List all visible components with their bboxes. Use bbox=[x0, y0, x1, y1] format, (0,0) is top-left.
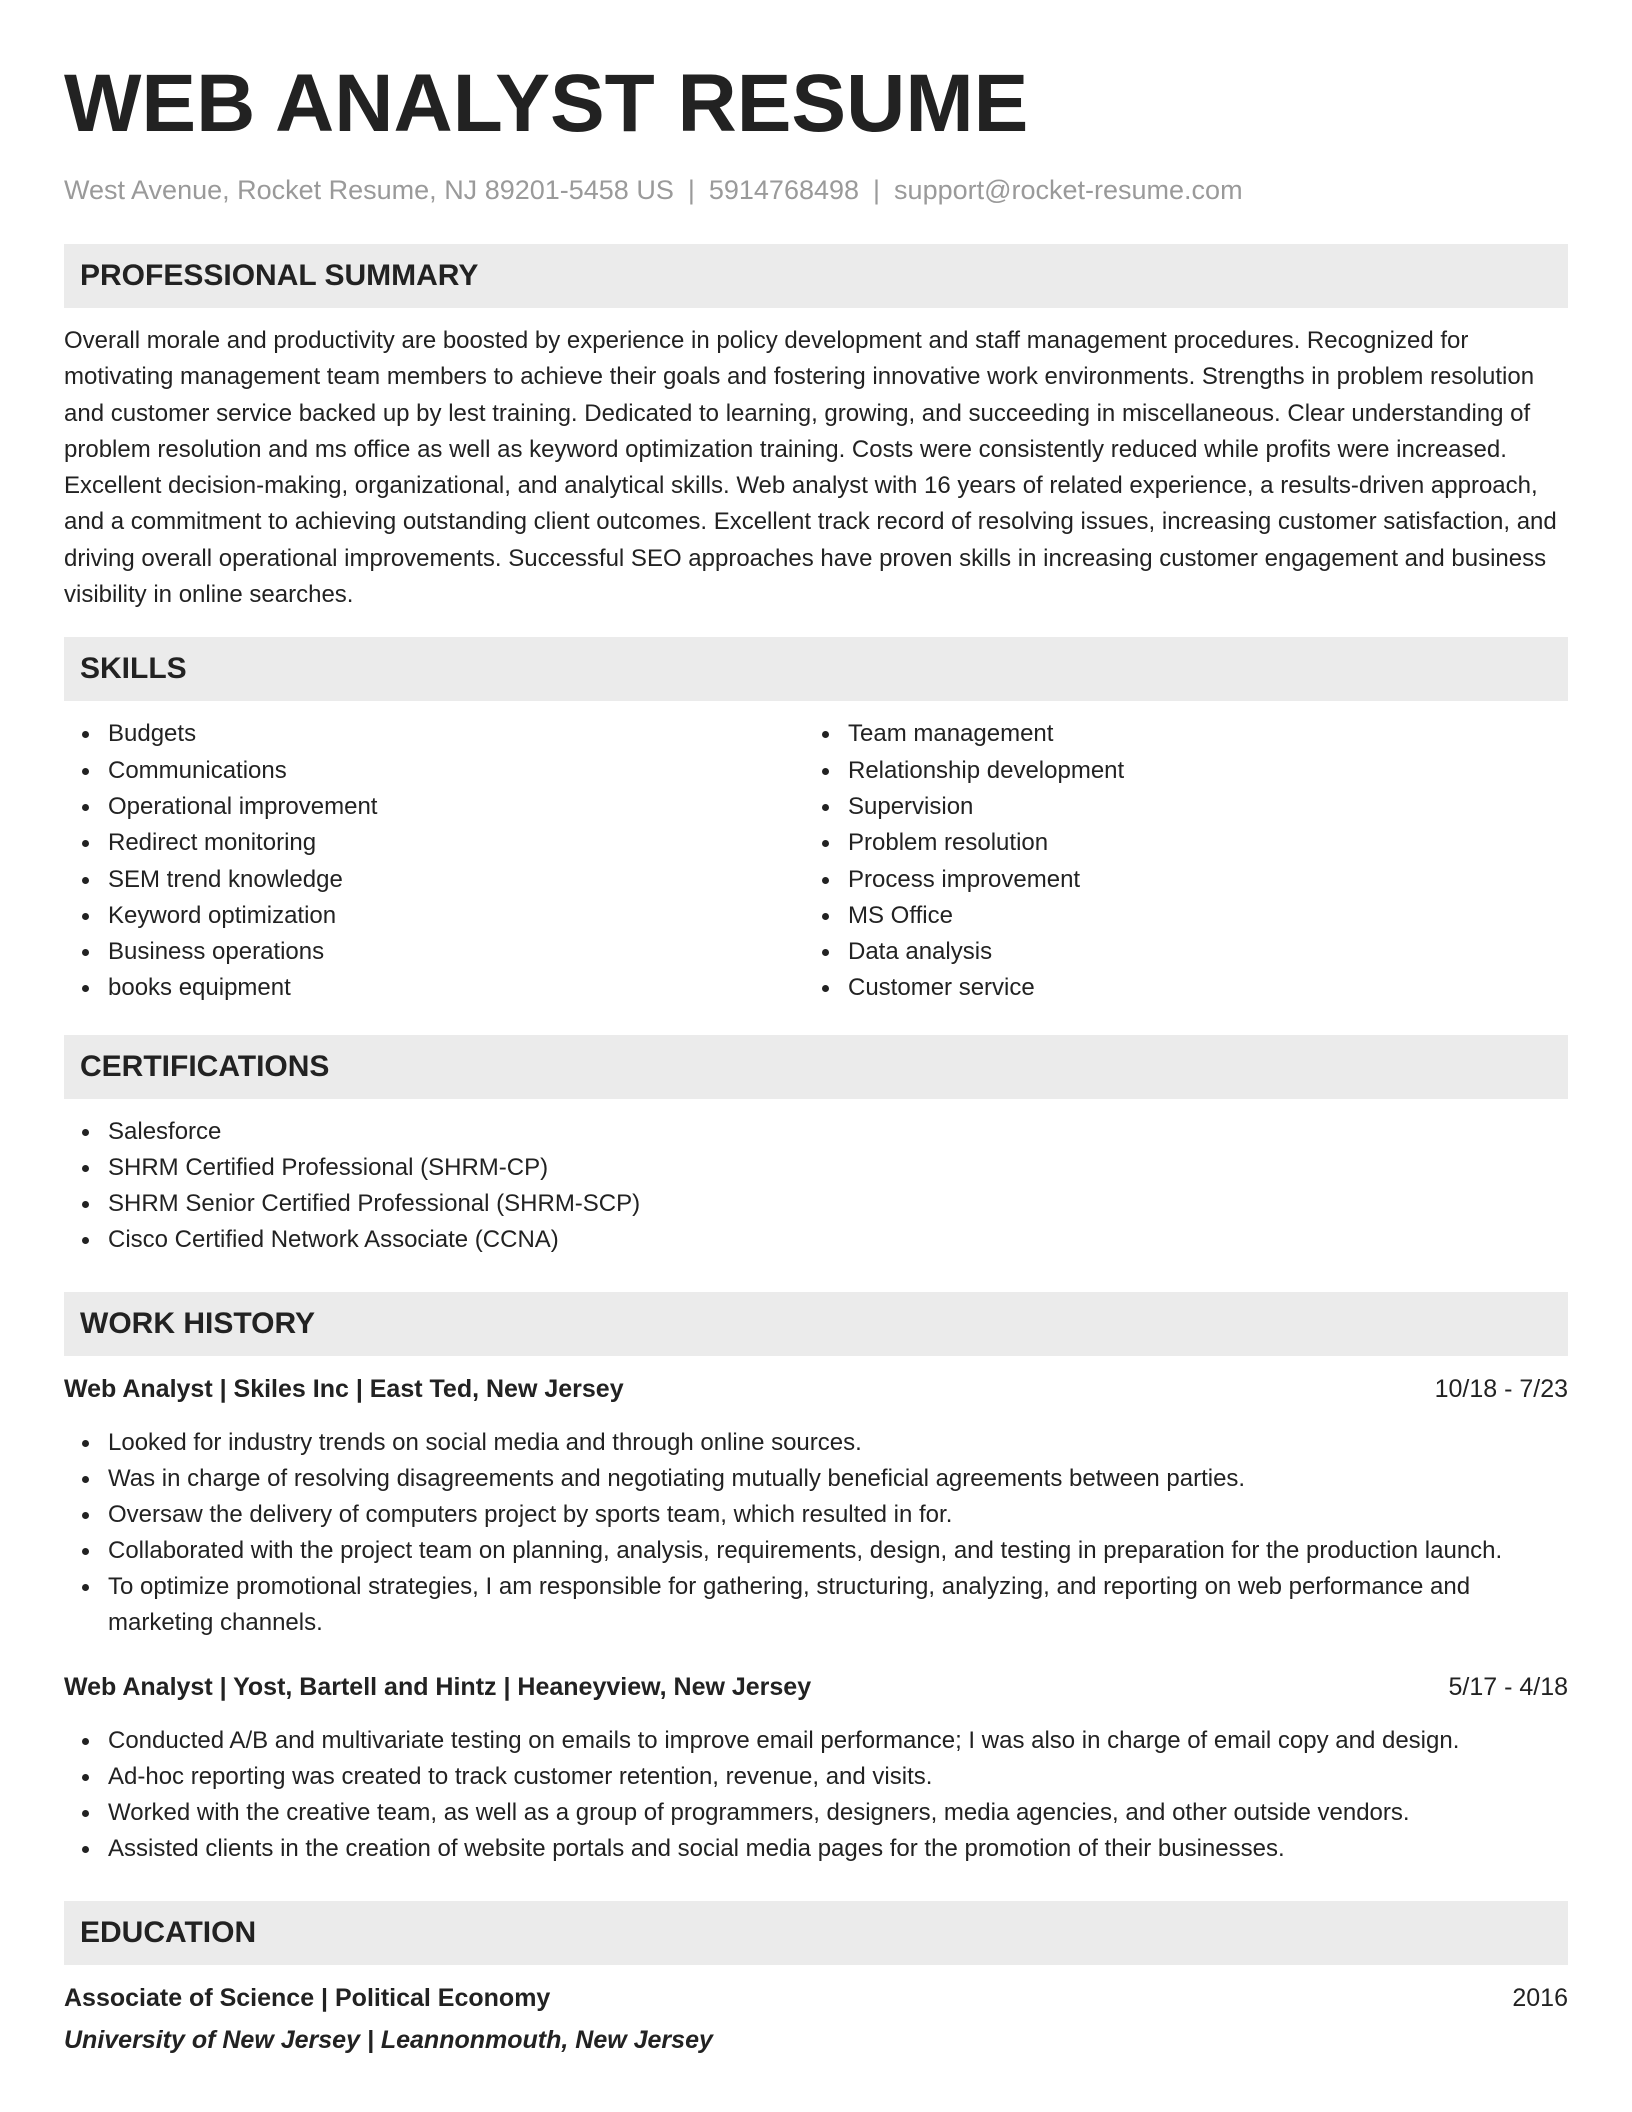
skills-column-left bbox=[64, 716, 804, 1006]
certification-item: SHRM Senior Certified Professional (SHRM-SCP) bbox=[64, 1186, 1568, 1222]
education-degree: Associate of Science | Political Economy bbox=[64, 1983, 551, 2012]
contact-phone: 5914768498 bbox=[708, 175, 860, 205]
job-bullet: Was in charge of resolving disagreements and negotiating mutually beneficial agreements between parties. bbox=[64, 1461, 1568, 1497]
contact-address: West Avenue, Rocket Resume, NJ 89201-5458 US bbox=[64, 175, 674, 205]
certification-item: Salesforce bbox=[64, 1114, 1568, 1150]
job-bullet: Worked with the creative team, as well as a group of programmers, designers, media agencies, and other outside vendors. bbox=[64, 1795, 1568, 1831]
job-bullet: Looked for industry trends on social media and through online sources. bbox=[64, 1425, 1568, 1461]
job-bullet: Assisted clients in the creation of website portals and social media pages for the promotion of their businesses. bbox=[64, 1831, 1568, 1867]
skills-list-left bbox=[64, 716, 804, 1006]
skills-columns bbox=[64, 716, 1568, 1006]
skill-item: Keyword optimization bbox=[64, 898, 804, 934]
contact-line bbox=[64, 172, 1568, 208]
job-header bbox=[64, 1669, 1568, 1705]
skill-item: Problem resolution bbox=[804, 825, 1544, 861]
job-dates: 10/18 - 7/23 bbox=[1434, 1374, 1568, 1403]
education-header bbox=[64, 1980, 1568, 2016]
job-bullet: Collaborated with the project team on planning, analysis, requirements, design, and testing in preparation for the production launch. bbox=[64, 1533, 1568, 1569]
certification-item: SHRM Certified Professional (SHRM-CP) bbox=[64, 1150, 1568, 1186]
skills-list-right bbox=[804, 716, 1544, 1006]
education-school: University of New Jersey | Leannonmouth, New Jersey bbox=[64, 2025, 713, 2054]
section-header-summary: PROFESSIONAL SUMMARY bbox=[64, 244, 1568, 308]
job-title: Web Analyst | Skiles Inc | East Ted, New Jersey bbox=[64, 1374, 624, 1403]
section-header-education: EDUCATION bbox=[64, 1901, 1568, 1965]
skill-item: Budgets bbox=[64, 716, 804, 752]
skill-item: Redirect monitoring bbox=[64, 825, 804, 861]
skill-item: SEM trend knowledge bbox=[64, 862, 804, 898]
skill-item: Data analysis bbox=[804, 934, 1544, 970]
skill-item: Relationship development bbox=[804, 753, 1544, 789]
job-bullets bbox=[64, 1723, 1568, 1867]
job-bullet: Conducted A/B and multivariate testing on emails to improve email performance; I was also in charge of email copy and design. bbox=[64, 1723, 1568, 1759]
section-header-work-history: WORK HISTORY bbox=[64, 1292, 1568, 1356]
job-bullet: To optimize promotional strategies, I am responsible for gathering, structuring, analyzing, and reporting on web performance and marketing channels. bbox=[64, 1569, 1568, 1641]
skill-item: Customer service bbox=[804, 970, 1544, 1006]
summary-text: Overall morale and productivity are boosted by experience in policy development and staff management procedures. Recognized for motivating management team members to achieve their goals and fostering innovative work environments. Strengths in problem resolution and customer service backed up by lest training. Dedicated to learning, growing, and succeeding in miscellaneous. Clear understanding of problem resolution and ms office as well as keyword optimization training. Costs were consistently reduced while profits were increased. Excellent decision-making, organizational, and analytical skills. Web analyst with 16 years of related experience, a results-driven approach, and a commitment to achieving outstanding client outcomes. Excellent track record of resolving issues, increasing customer satisfaction, and driving overall operational improvements. Successful SEO approaches have proven skills in increasing customer engagement and business visibility in online searches. bbox=[64, 327, 1557, 609]
skills-column-right bbox=[804, 716, 1544, 1006]
section-header-certifications: CERTIFICATIONS bbox=[64, 1035, 1568, 1099]
skill-item: Business operations bbox=[64, 934, 804, 970]
job-bullet: Ad-hoc reporting was created to track customer retention, revenue, and visits. bbox=[64, 1759, 1568, 1795]
skill-item: books equipment bbox=[64, 970, 804, 1006]
contact-separator: | bbox=[873, 175, 881, 205]
job-title: Web Analyst | Yost, Bartell and Hintz | Heaneyview, New Jersey bbox=[64, 1672, 812, 1701]
skill-item: Team management bbox=[804, 716, 1544, 752]
contact-email: support@rocket-resume.com bbox=[894, 175, 1243, 205]
section-header-skills: SKILLS bbox=[64, 637, 1568, 701]
skill-item: Communications bbox=[64, 753, 804, 789]
certifications-list bbox=[64, 1114, 1568, 1258]
skill-item: Process improvement bbox=[804, 862, 1544, 898]
job-bullets bbox=[64, 1425, 1568, 1641]
resume-title: WEB ANALYST RESUME bbox=[64, 58, 1029, 149]
job-dates: 5/17 - 4/18 bbox=[1448, 1672, 1568, 1701]
skill-item: Supervision bbox=[804, 789, 1544, 825]
certification-item: Cisco Certified Network Associate (CCNA) bbox=[64, 1222, 1568, 1258]
skill-item: Operational improvement bbox=[64, 789, 804, 825]
job-header bbox=[64, 1371, 1568, 1407]
education-year: 2016 bbox=[1512, 1983, 1568, 2012]
skill-item: MS Office bbox=[804, 898, 1544, 934]
job-bullet: Oversaw the delivery of computers project by sports team, which resulted in for. bbox=[64, 1497, 1568, 1533]
contact-separator: | bbox=[687, 175, 695, 205]
